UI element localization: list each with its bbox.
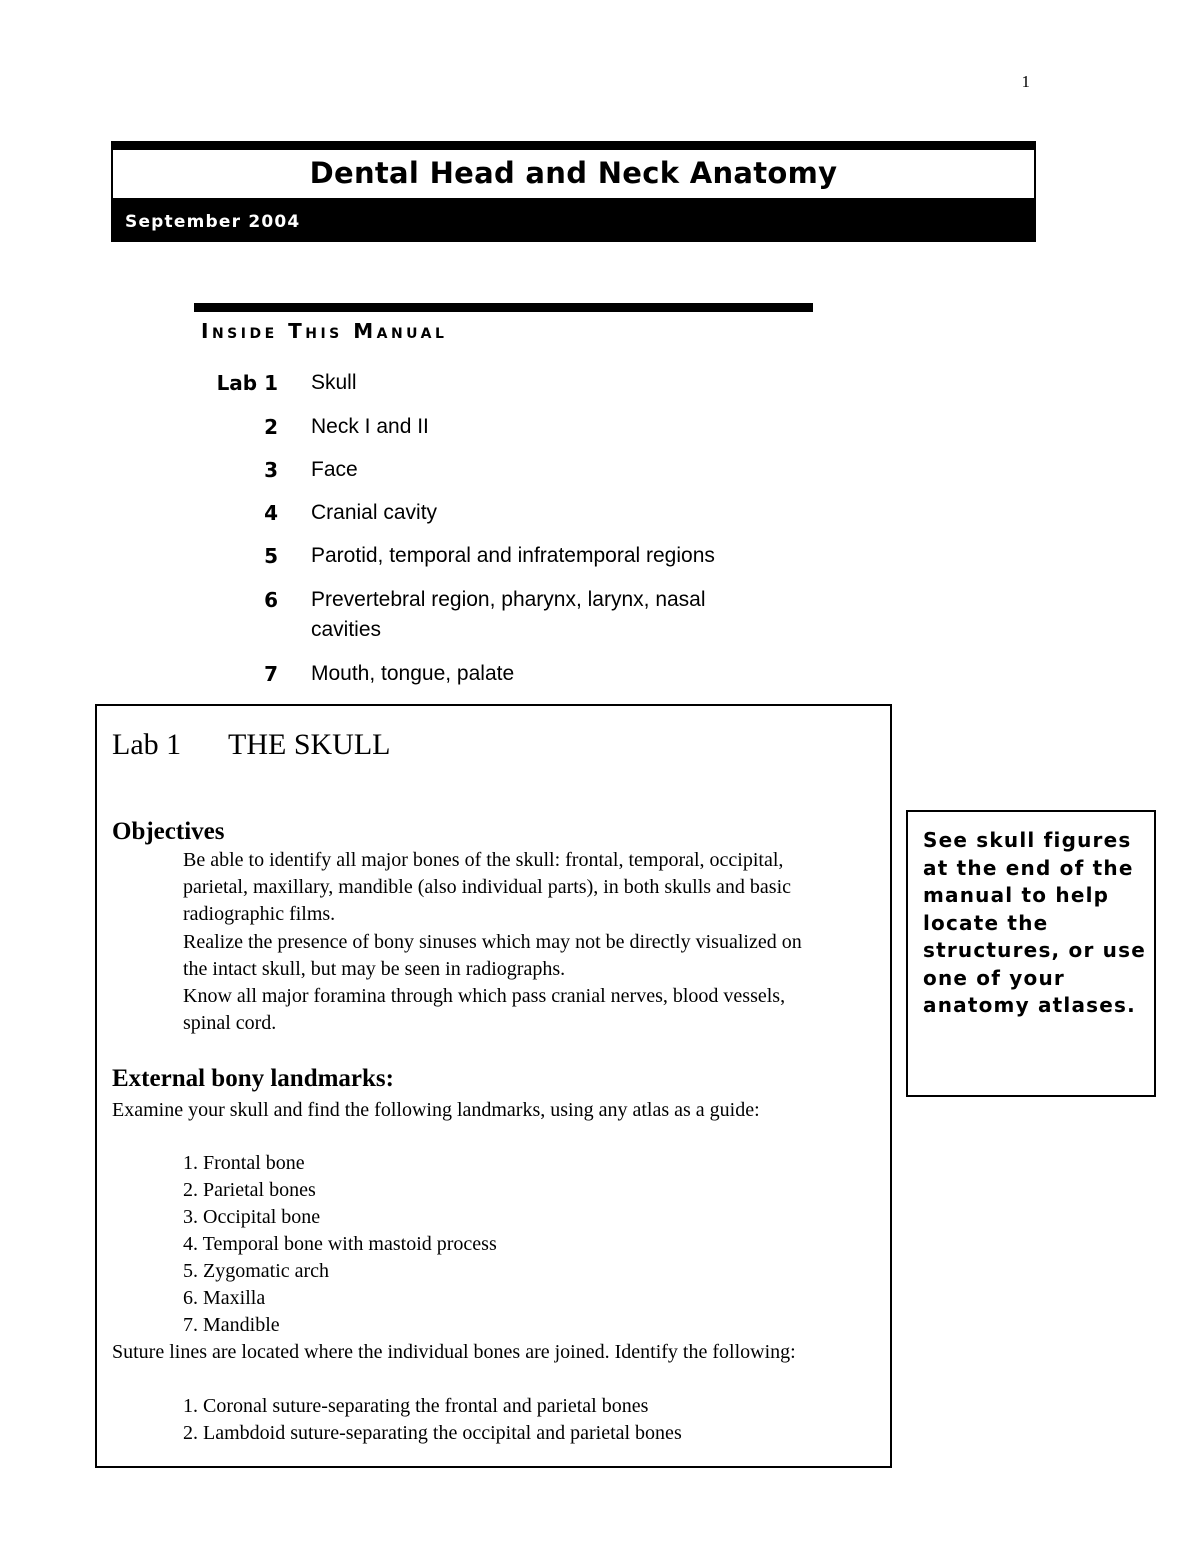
toc-item-number: 7 <box>264 662 278 686</box>
landmark-item: 4. Temporal bone with mastoid process <box>183 1233 497 1255</box>
landmark-item: 3. Occipital bone <box>183 1206 321 1228</box>
sutures-intro: Suture lines are located where the individual bones are joined. Identify the following: <box>112 1341 796 1363</box>
toc-item-number: 4 <box>264 501 278 525</box>
landmarks-intro: Examine your skull and find the following landmarks, using any atlas as a guide: <box>112 1099 760 1121</box>
objective-item: Know all major foramina through which pass cranial nerves, blood vessels, spinal cord. <box>183 985 786 1034</box>
document-date: September 2004 <box>125 212 301 232</box>
toc-item-title: Cranial cavity <box>311 501 438 524</box>
toc-item-title: Mouth, tongue, palate <box>311 662 515 685</box>
sidebar-note: See skull figures at the end of the manual to help locate the structures, or use one of your anatomy atlases. <box>923 828 1146 1017</box>
toc-item-title: Neck I and II <box>311 415 429 438</box>
lab-title: THE SKULL <box>228 728 391 761</box>
landmark-item: 1. Frontal bone <box>183 1152 305 1174</box>
lab-number: Lab 1 <box>112 728 182 761</box>
objective-item: Be able to identify all major bones of the skull: frontal, temporal, occipital, parietal, maxillary, mandible (also individual parts), in both skulls and basic radiographic films. <box>183 849 792 925</box>
toc-top-rule <box>194 303 813 312</box>
masthead <box>111 141 1036 242</box>
landmarks-heading: External bony landmarks: <box>112 1065 394 1092</box>
toc-item-number: 6 <box>264 588 278 612</box>
toc-item-number: 3 <box>264 458 278 482</box>
toc-item-number: 5 <box>264 544 278 568</box>
toc-item-number: Lab 1 <box>216 371 278 395</box>
objectives-heading: Objectives <box>112 818 225 845</box>
suture-item: 1. Coronal suture-separating the frontal and parietal bones <box>183 1395 649 1417</box>
toc-item-title: Prevertebral region, pharynx, larynx, nasal cavities <box>311 588 706 641</box>
suture-item: 2. Lambdoid suture-separating the occipital and parietal bones <box>183 1422 682 1444</box>
landmark-item: 6. Maxilla <box>183 1287 266 1309</box>
toc-heading: Inside This Manual <box>201 319 448 343</box>
toc-item-title: Skull <box>311 371 357 394</box>
document-title: Dental Head and Neck Anatomy <box>309 156 838 190</box>
toc-item-number: 2 <box>264 415 278 439</box>
objective-item: Realize the presence of bony sinuses which may not be directly visualized on the intact skull, but may be seen in radiographs. <box>183 931 802 980</box>
lab-heading <box>112 728 390 762</box>
lab-1-box <box>95 704 892 1468</box>
masthead-top-rule <box>111 141 1036 150</box>
toc-item-title: Parotid, temporal and infratemporal regions <box>311 544 715 567</box>
landmark-item: 7. Mandible <box>183 1314 280 1336</box>
toc-item-title: Face <box>311 458 358 481</box>
sidebar-note-box <box>906 810 1156 1097</box>
masthead-title-box <box>111 150 1036 198</box>
landmark-item: 5. Zygomatic arch <box>183 1260 330 1282</box>
landmark-item: 2. Parietal bones <box>183 1179 316 1201</box>
masthead-date-bar <box>111 198 1036 242</box>
page-number: 1 <box>1021 72 1030 91</box>
